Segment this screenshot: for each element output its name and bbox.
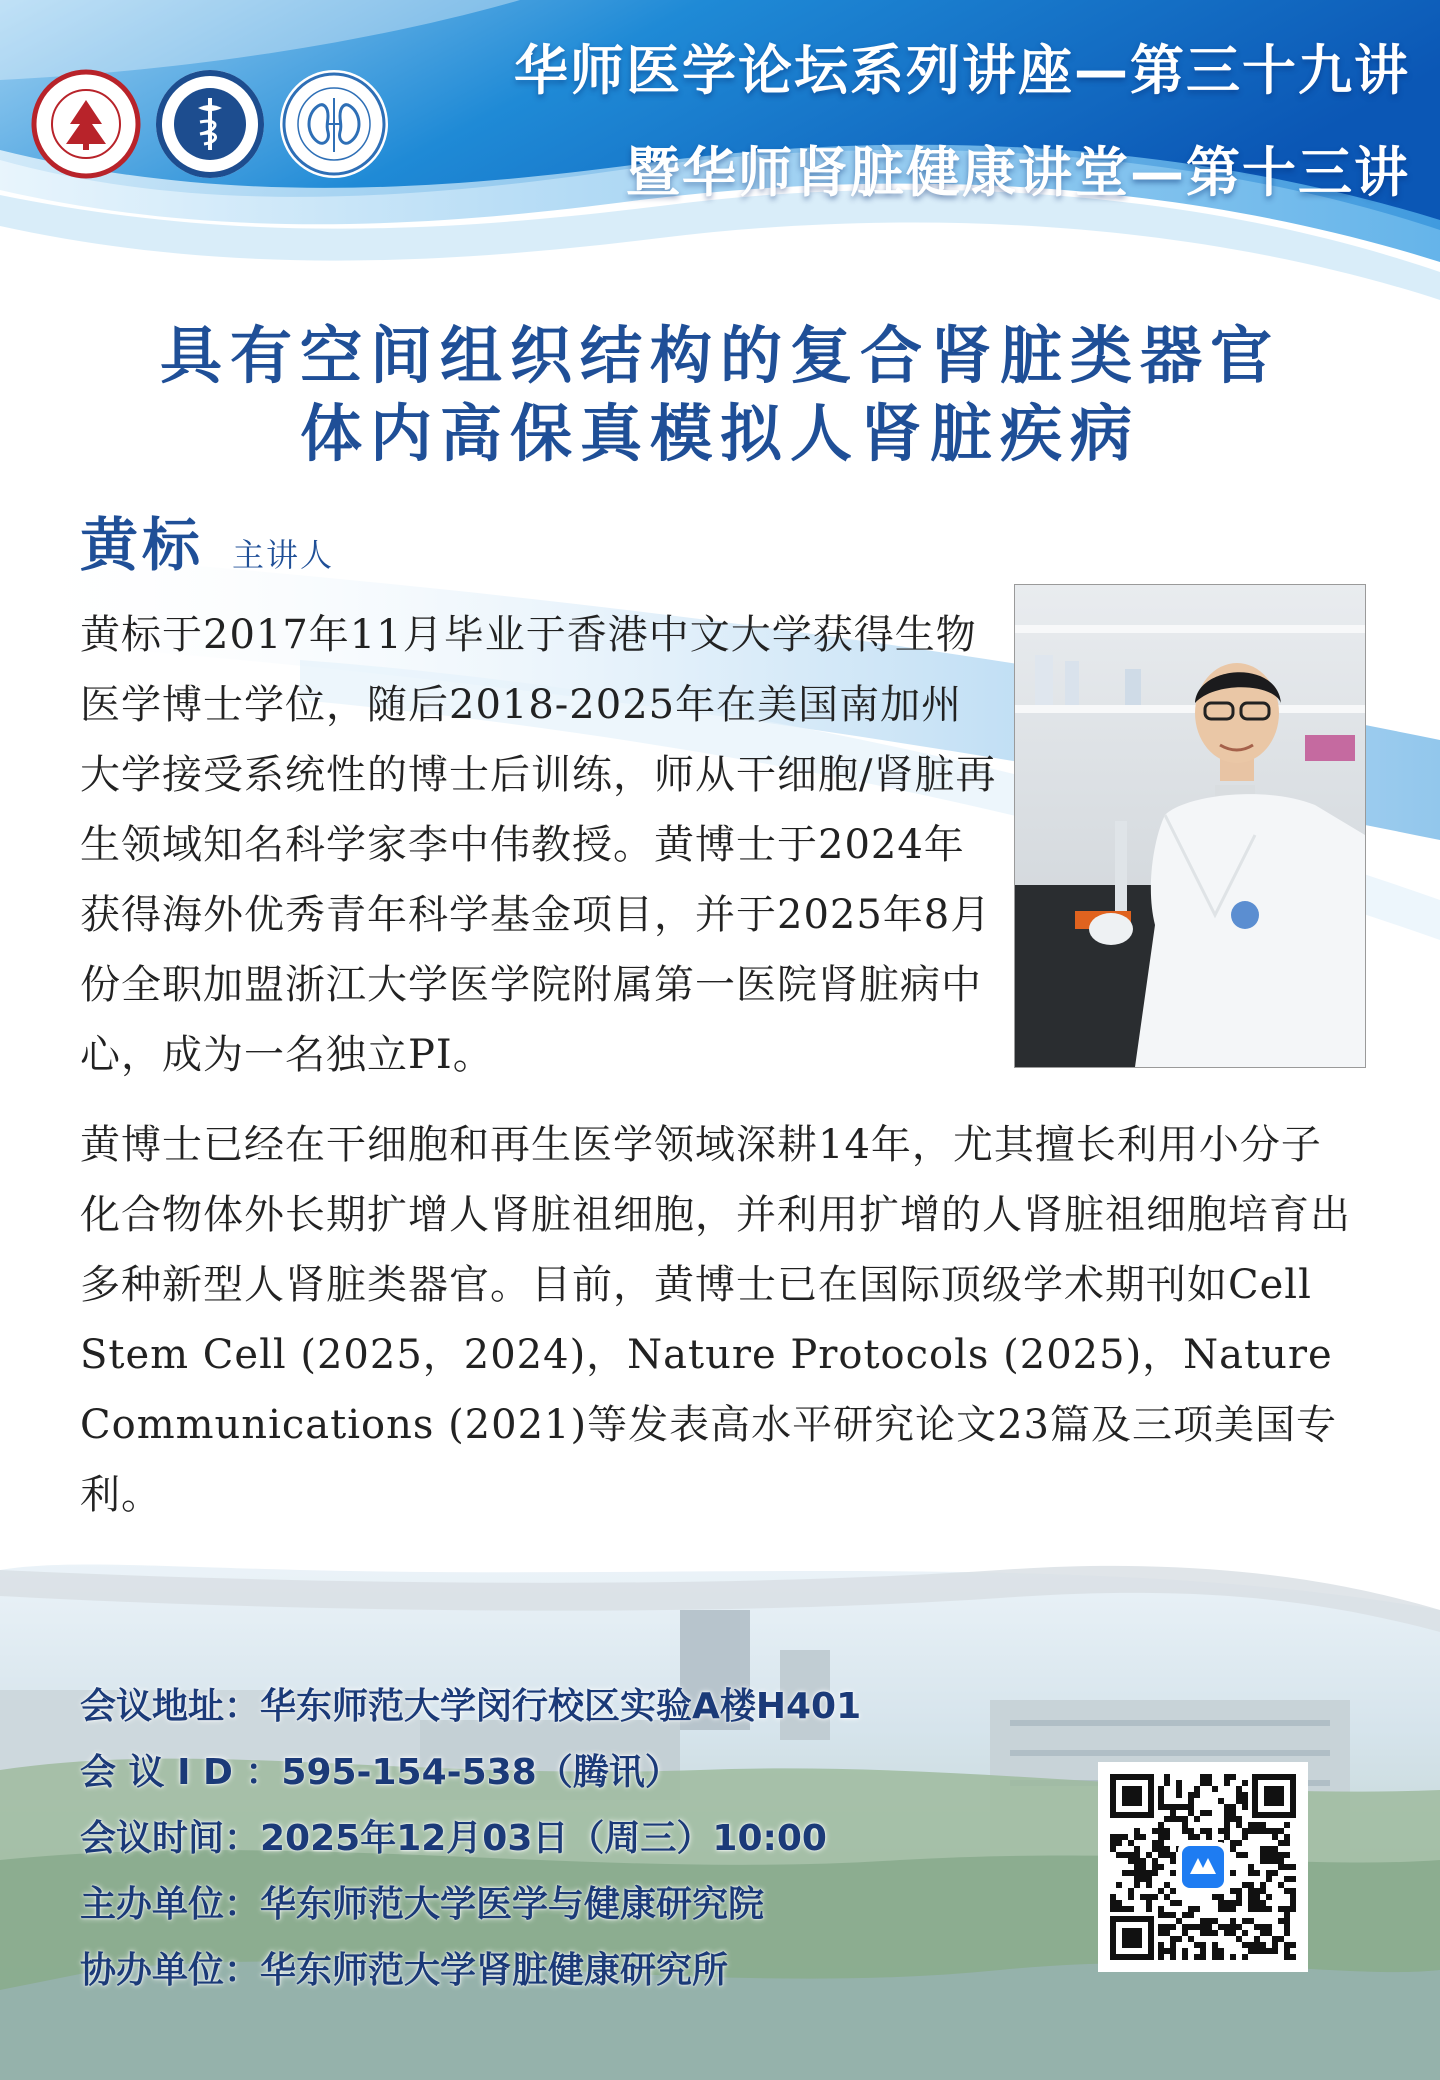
talk-title-line-1: 具有空间组织结构的复合肾脏类器官 xyxy=(159,319,1280,392)
speaker-name: 黄标 xyxy=(80,511,205,579)
speaker-bio-paragraph-1: 黄标于2017年11月毕业于香港中文大学获得生物医学博士学位，随后2018-2025年在美国南加州大学接受系统性的博士后训练，师从干细胞/肾脏再生领域知名科学家李中伟教授。黄博士于2024年获得海外优秀青年科学基金项目，并于2025年8月份全职加盟浙江大学医学院附属第一医院肾脏病中心，成为一名独立PI。 xyxy=(80,612,997,1078)
speaker-bio-paragraph-2: 黄博士已经在干细胞和再生医学领域深耕14年，尤其擅长利用小分子化合物体外长期扩增人肾脏祖细胞，并利用扩增的人肾脏祖细胞培育出多种新型人肾脏类器官。目前，黄博士已在国际顶级学术期刊如Cell Stem Cell (2025，2024)，Nature Protocols (2025)，Nature Communications (2021)等发表高水平研究论文23篇及三项美国专利。 xyxy=(80,1122,1351,1518)
event-time: 会议时间：2025年12月03日（周三）10:00 xyxy=(80,1818,827,1859)
event-co-host: 协办单位：华东师范大学肾脏健康研究所 xyxy=(80,1950,729,1991)
kidney-icon xyxy=(278,68,390,180)
speaker-role-label: 主讲人 xyxy=(232,536,335,574)
event-host: 主办单位：华东师范大学医学与健康研究院 xyxy=(80,1884,765,1925)
event-meeting-id: 会 议 I D ：595-154-538（腾讯） xyxy=(80,1752,681,1793)
caduceus-icon xyxy=(154,68,266,180)
event-venue: 会议地址：华东师范大学闵行校区实验A楼H401 xyxy=(80,1686,862,1727)
ecnu-seal-icon xyxy=(30,68,142,180)
series-title-line-1: 华师医学论坛系列讲座—第三十九讲 xyxy=(514,39,1410,102)
talk-title-line-2: 体内高保真模拟人肾脏疾病 xyxy=(299,397,1140,470)
speaker-photo xyxy=(1014,584,1366,1068)
tencent-meeting-qr-code-icon[interactable] xyxy=(1098,1762,1308,1972)
logo-row xyxy=(30,68,390,180)
series-title-line-2: 暨华师肾脏健康讲堂—第十三讲 xyxy=(626,141,1410,204)
tencent-meeting-logo-icon xyxy=(1182,1846,1224,1888)
